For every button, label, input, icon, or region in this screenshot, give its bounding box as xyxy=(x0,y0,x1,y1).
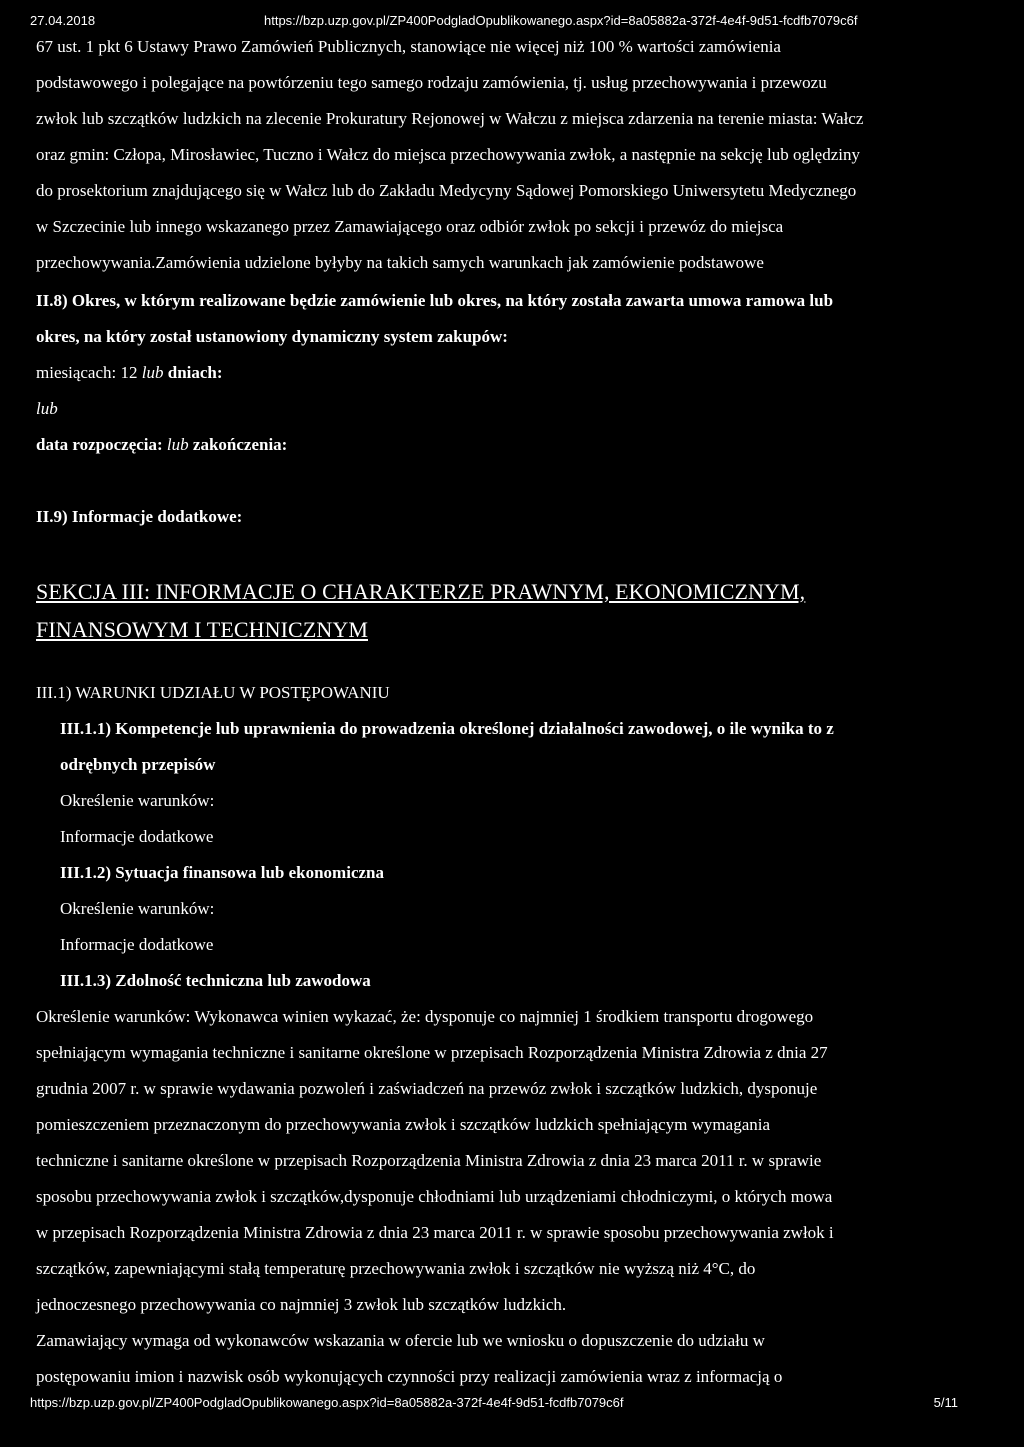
intro-line: oraz gmin: Człopa, Mirosławiec, Tuczno i Wałcz do miejsca przechowywania zwłok, a następnie na sekcję lub oględziny xyxy=(36,145,860,164)
intro-line: zwłok lub szczątków ludzkich na zlecenie Prokuratury Rejonowej w Wałczu z miejsca zdarzenia na terenie miasta: Wałcz xyxy=(36,109,864,128)
text-line: Zamawiający wymaga od wykonawców wskazania w ofercie lub we wniosku o dopuszczenie do udziału w xyxy=(36,1331,765,1350)
intro-line: w Szczecinie lub innego wskazanego przez Zamawiającego oraz odbiór zwłok po sekcji i przewóz do miejsca xyxy=(36,217,784,236)
text-line: postępowaniu imion i nazwisk osób wykonujących czynności przy realizacji zamówienia wraz z informacją o xyxy=(36,1367,783,1386)
section-3-title-line-2: FINANSOWYM I TECHNICZNYM xyxy=(36,617,368,642)
intro-paragraph xyxy=(36,37,986,273)
print-date: 27.04.2018 xyxy=(30,13,96,28)
section-2-8 xyxy=(36,291,986,455)
text-line: sposobu przechowywania zwłok i szczątków,dysponuje chłodniami lub urządzeniami chłodniczymi, o których mowa xyxy=(36,1187,833,1206)
section-3-1-3-heading: III.1.3) Zdolność techniczna lub zawodowa xyxy=(60,971,371,990)
or-label: lub xyxy=(141,363,164,382)
section-3-1-3-text xyxy=(36,1007,986,1387)
page-footer xyxy=(30,1395,958,1410)
months-label: miesiącach: xyxy=(36,363,117,382)
section-3-1-heading: III.1) WARUNKI UDZIAŁU W POSTĘPOWANIU xyxy=(36,683,390,702)
duration-row xyxy=(36,363,986,383)
intro-line: podstawowego i polegające na powtórzeniu tego samego rodzaju zamówienia, tj. usług przechowywania i przewozu xyxy=(36,73,827,92)
document-body xyxy=(36,37,986,1387)
intro-line: przechowywania.Zamówienia udzielone byłyby na takich samych warunkach jak zamówienie podstawowe xyxy=(36,253,764,272)
footer-url: https://bzp.uzp.gov.pl/ZP400PodgladOpublikowanego.aspx?id=8a05882a-372f-4e4f-9d51-fcdfb7079c6f xyxy=(30,1395,624,1410)
or-label: lub xyxy=(166,435,189,454)
or-line: lub xyxy=(36,399,58,418)
header-url: https://bzp.uzp.gov.pl/ZP400PodgladOpublikowanego.aspx?id=8a05882a-372f-4e4f-9d51-fcdfb7079c6f xyxy=(264,13,858,28)
section-3-title-line-1: SEKCJA III: INFORMACJE O CHARAKTERZE PRAWNYM, EKONOMICZNYM, xyxy=(36,579,806,604)
section-2-9-heading: II.9) Informacje dodatkowe: xyxy=(36,507,243,526)
days-label: dniach: xyxy=(167,363,223,382)
text-line: pomieszczeniem przeznaczonym do przechowywania zwłok i szczątków ludzkich spełniającym wymagania xyxy=(36,1115,771,1134)
page-number: 5/11 xyxy=(933,1395,958,1410)
section-3-1-1 xyxy=(36,719,986,991)
text-line: spełniającym wymagania techniczne i sanitarne określone w przepisach Rozporządzenia Ministra Zdrowia z dnia 27 xyxy=(36,1043,828,1062)
conditions-label: Określenie warunków: xyxy=(60,899,215,918)
intro-line: 67 ust. 1 pkt 6 Ustawy Prawo Zamówień Publicznych, stanowiące nie więcej niż 100 % wartości zamówienia xyxy=(36,37,781,56)
additional-info-label: Informacje dodatkowe xyxy=(60,827,214,846)
text-line: w przepisach Rozporządzenia Ministra Zdrowia z dnia 23 marca 2011 r. w sprawie sposobu przechowywania zwłok i xyxy=(36,1223,834,1242)
text-line: grudnia 2007 r. w sprawie wydawania pozwoleń i zaświadczeń na przewóz zwłok i szczątków ludzkich, dysponuje xyxy=(36,1079,818,1098)
section-3-1-1-heading-line-2: odrębnych przepisów xyxy=(60,755,216,774)
conditions-label: Określenie warunków: xyxy=(60,791,215,810)
section-2-8-heading-line-1: II.8) Okres, w którym realizowane będzie zamówienie lub okres, na który została zawarta umowa ramowa lub xyxy=(36,291,834,310)
dates-row xyxy=(36,435,986,455)
months-value: 12 xyxy=(120,363,138,382)
text-line: Określenie warunków: Wykonawca winien wykazać, że: dysponuje co najmniej 1 środkiem transportu drogowego xyxy=(36,1007,814,1026)
start-date-label: data rozpoczęcia: xyxy=(36,435,163,454)
text-line: szczątków, zapewniającymi stałą temperaturę przechowywania zwłok i szczątków nie wyższą niż 4°C, do xyxy=(36,1259,756,1278)
additional-info-label: Informacje dodatkowe xyxy=(60,935,214,954)
section-2-8-heading-line-2: okres, na który został ustanowiony dynamiczny system zakupów: xyxy=(36,327,508,346)
text-line: techniczne i sanitarne określone w przepisach Rozporządzenia Ministra Zdrowia z dnia 23 marca 2011 r. w sprawie xyxy=(36,1151,822,1170)
intro-line: do prosektorium znajdującego się w Wałcz lub do Zakładu Medycyny Sądowej Pomorskiego Uniwersytetu Medycznego xyxy=(36,181,857,200)
text-line: jednoczesnego przechowywania co najmniej 3 zwłok lub szczątków ludzkich. xyxy=(36,1295,567,1314)
section-3-1-1-heading-line-1: III.1.1) Kompetencje lub uprawnienia do prowadzenia określonej działalności zawodowej, o ile wynika to z xyxy=(60,719,834,738)
section-3-1-2-heading: III.1.2) Sytuacja finansowa lub ekonomiczna xyxy=(60,863,384,882)
end-date-label: zakończenia: xyxy=(192,435,288,454)
